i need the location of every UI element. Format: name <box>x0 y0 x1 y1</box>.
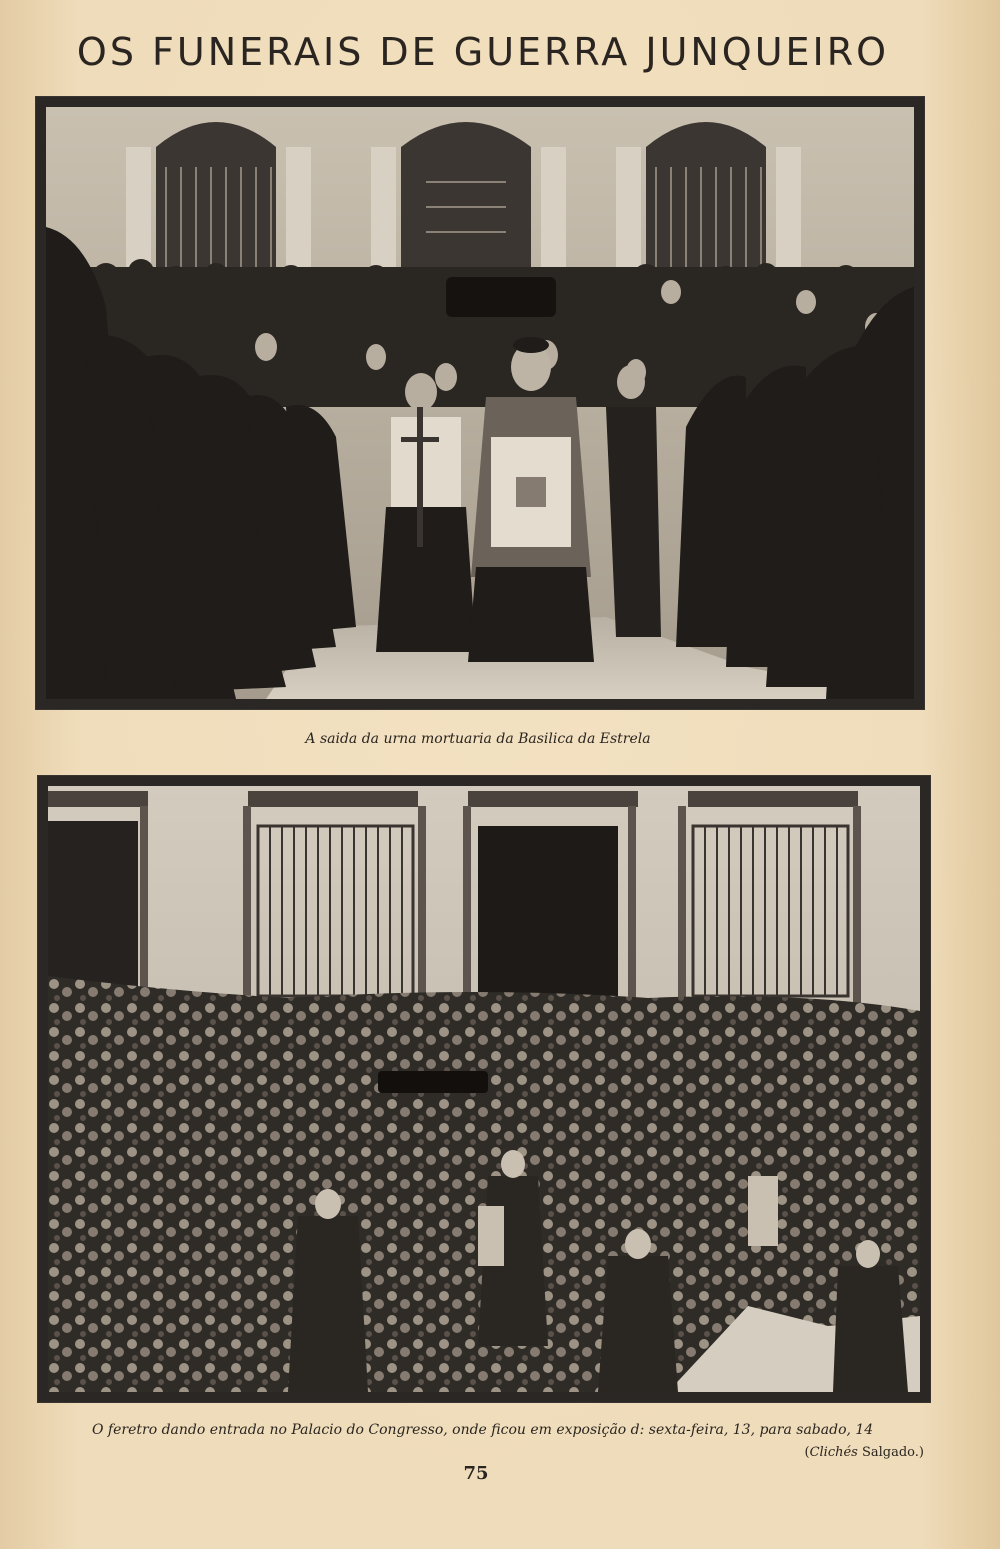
caption-basilica: A saida da urna mortuaria da Basilica da Estrela <box>305 731 651 747</box>
coffin <box>446 277 556 317</box>
photo-credit <box>804 1445 924 1460</box>
procession-illustration <box>46 107 914 699</box>
credit-cliches: Clichés <box>809 1445 858 1460</box>
page-number: 75 <box>463 1463 489 1484</box>
congress-illustration <box>48 786 920 1392</box>
basilica-arches <box>156 122 766 277</box>
photo-congress-crowd <box>38 776 930 1402</box>
credit-open: ( <box>804 1445 810 1460</box>
photo-basilica-procession <box>36 97 924 709</box>
caption-congress: O feretro dando entrada no Palacio do Congresso, onde ficou em exposição d: sexta-feira, 13, para sabado, 14 <box>92 1422 874 1438</box>
page-headline: OS FUNERAIS DE GUERRA JUNQUEIRO <box>76 30 890 74</box>
photo-basilica-image <box>46 107 914 699</box>
photo-congress-image <box>48 786 920 1392</box>
coffin-bottom <box>378 1071 488 1093</box>
credit-name: Salgado.) <box>857 1445 924 1460</box>
